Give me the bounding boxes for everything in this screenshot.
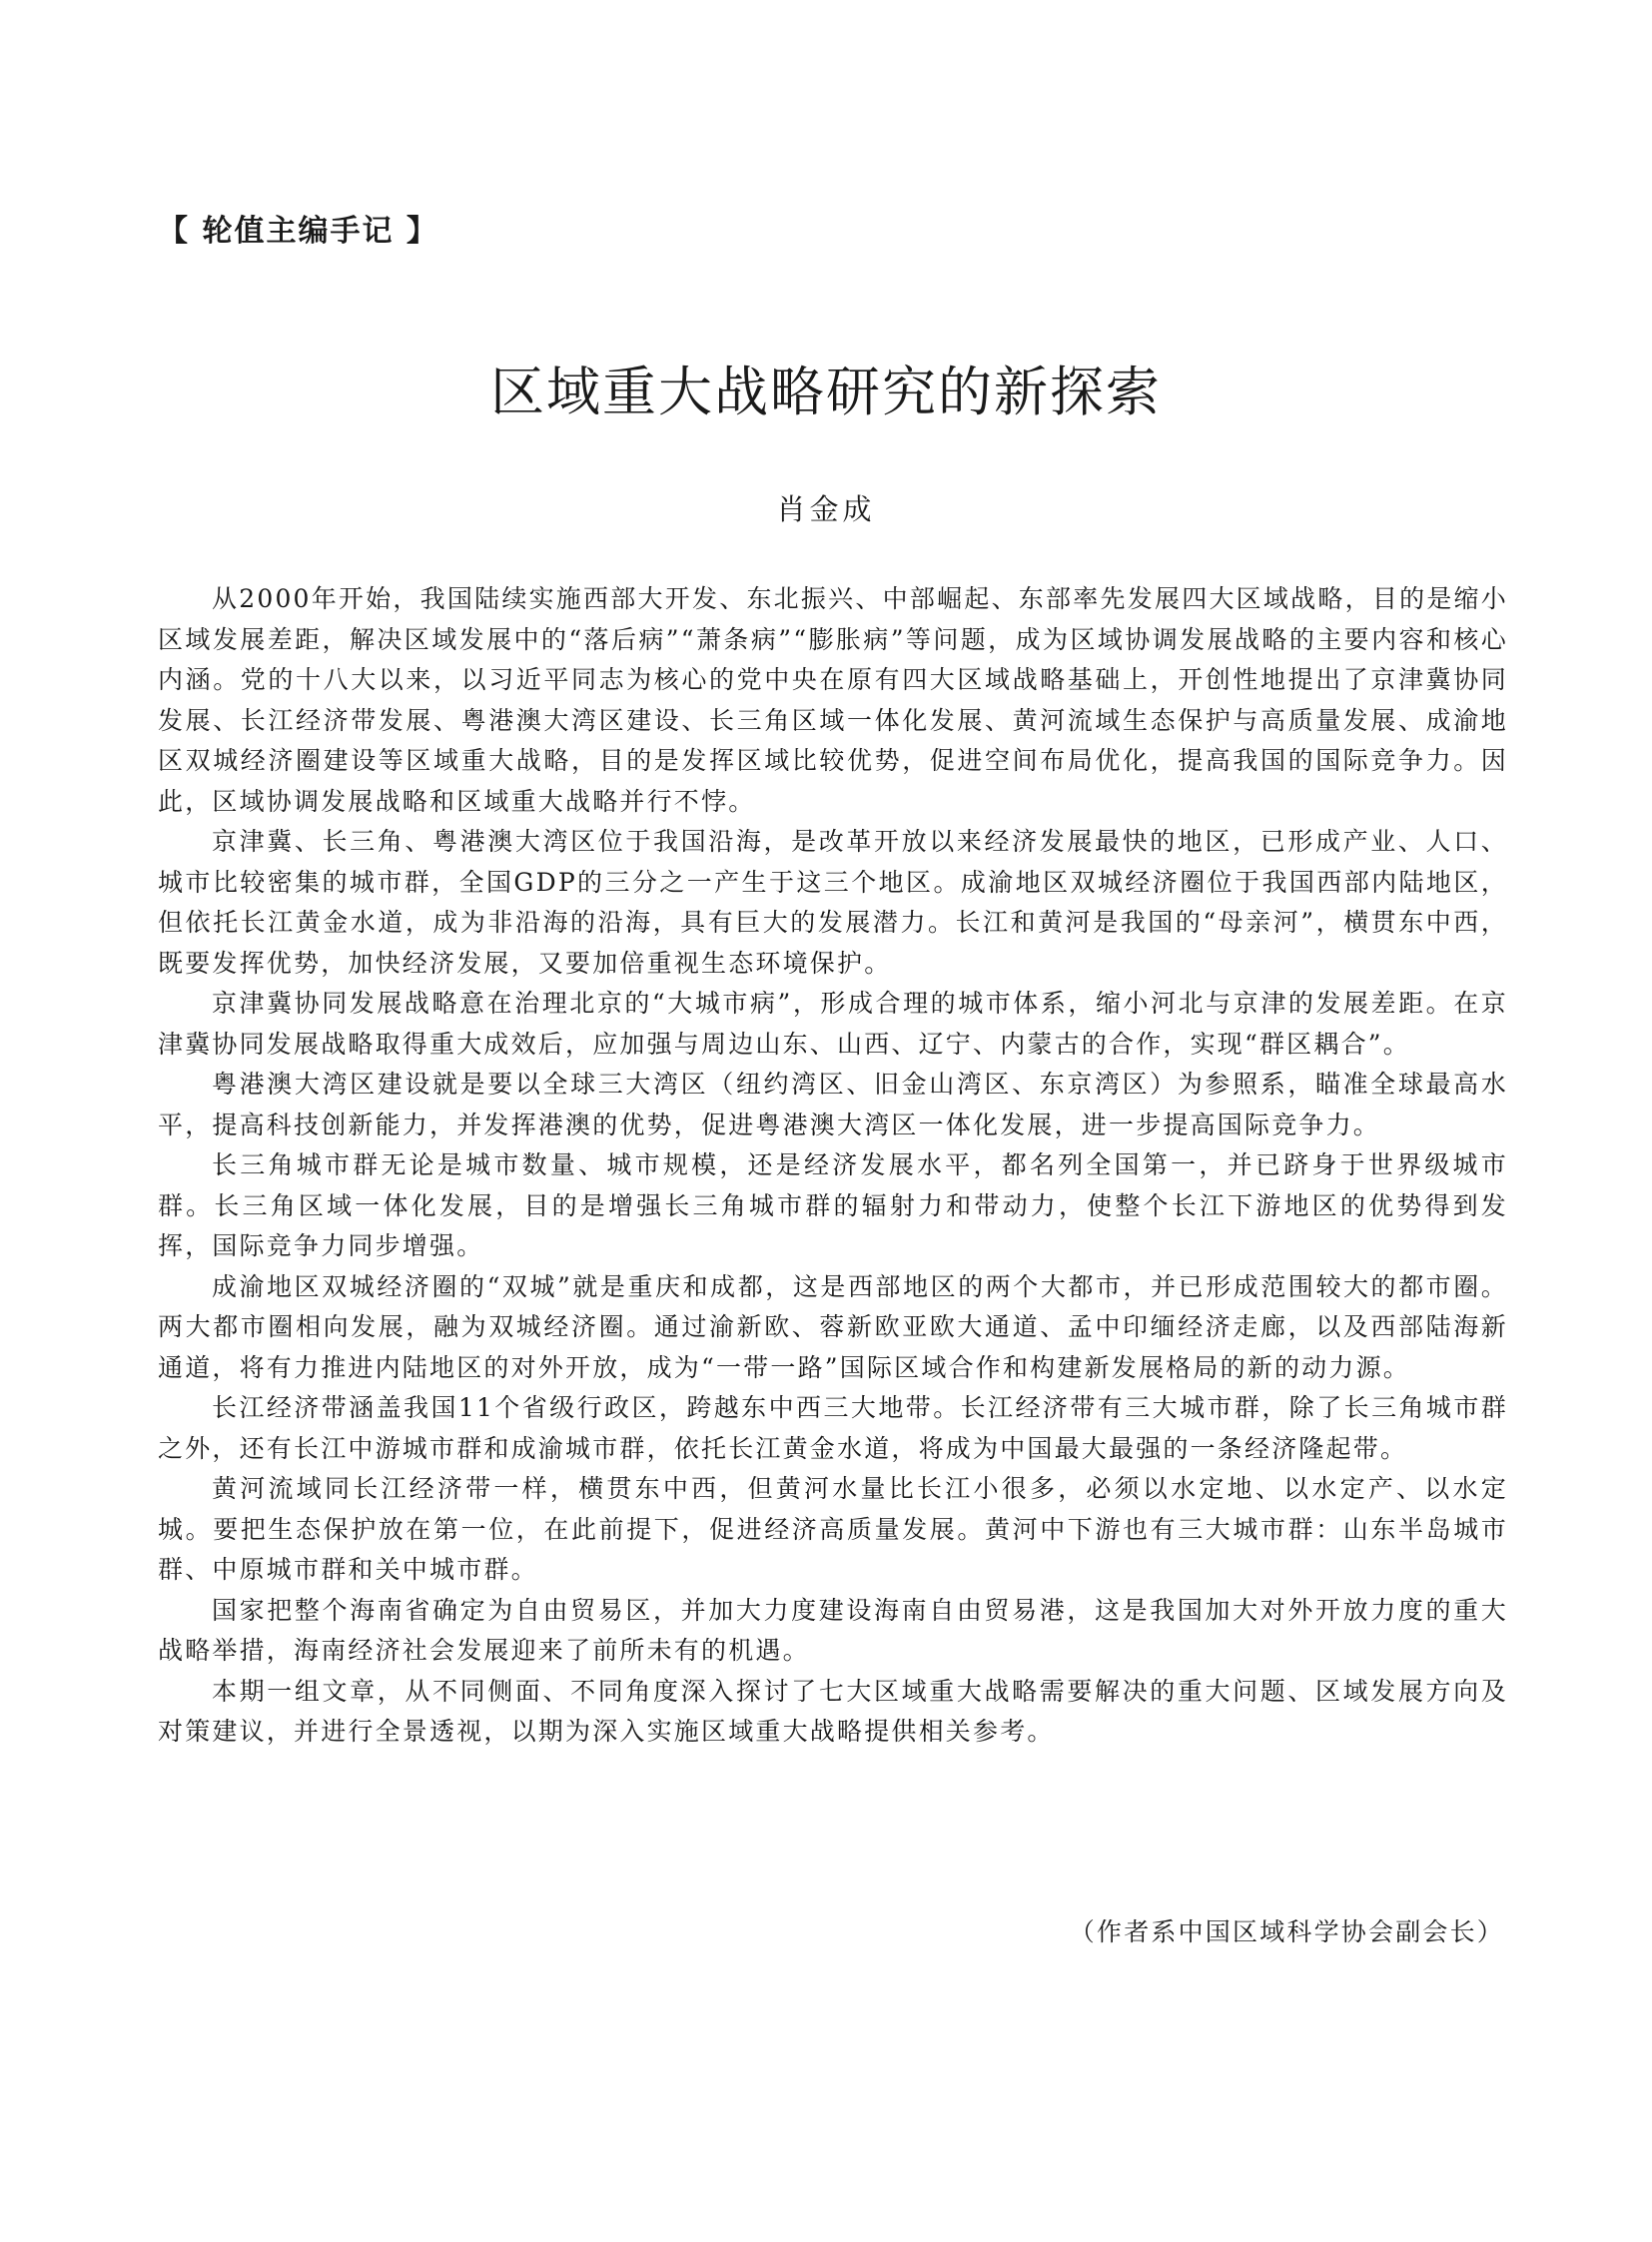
body-paragraph: 京津冀协同发展战略意在治理北京的“大城市病”，形成合理的城市体系，缩小河北与京津的发展差距。在京津冀协同发展战略取得重大成效后，应加强与周边山东、山西、辽宁、内蒙古的合作，实现“群区耦合”。 bbox=[158, 989, 1508, 1059]
article-body bbox=[158, 579, 1508, 1753]
body-paragraph: 国家把整个海南省确定为自由贸易区，并加大力度建设海南自由贸易港，这是我国加大对外开放力度的重大战略举措，海南经济社会发展迎来了前所未有的机遇。 bbox=[158, 1595, 1508, 1665]
body-paragraph: 从2000年开始，我国陆续实施西部大开发、东北振兴、中部崛起、东部率先发展四大区域战略，目的是缩小区域发展差距，解决区域发展中的“落后病”“萧条病”“膨胀病”等问题，成为区域协调发展战略的主要内容和核心内涵。党的十八大以来，以习近平同志为核心的党中央在原有四大区域战略基础上，开创性地提出了京津冀协同发展、长江经济带发展、粤港澳大湾区建设、长三角区域一体化发展、黄河流域生态保护与高质量发展、成渝地区双城经济圈建设等区域重大战略，目的是发挥区域比较优势，促进空间布局优化，提高我国的国际竞争力。因此，区域协调发展战略和区域重大战略并行不悖。 bbox=[158, 584, 1508, 816]
body-paragraph: 京津冀、长三角、粤港澳大湾区位于我国沿海，是改革开放以来经济发展最快的地区，已形成产业、人口、城市比较密集的城市群，全国GDP的三分之一产生于这三个地区。成渝地区双城经济圈位于我国西部内陆地区，但依托长江黄金水道，成为非沿海的沿海，具有巨大的发展潜力。长江和黄河是我国的“母亲河”，横贯东中西，既要发挥优势，加快经济发展，又要加倍重视生态环境保护。 bbox=[158, 827, 1508, 978]
body-paragraph: 成渝地区双城经济圈的“双城”就是重庆和成都，这是西部地区的两个大都市，并已形成范围较大的都市圈。两大都市圈相向发展，融为双城经济圈。通过渝新欧、蓉新欧亚欧大通道、孟中印缅经济走廊，以及西部陆海新通道，将有力推进内陆地区的对外开放，成为“一带一路”国际区域合作和构建新发展格局的新的动力源。 bbox=[158, 1271, 1508, 1382]
body-paragraph: 黄河流域同长江经济带一样，横贯东中西，但黄河水量比长江小很多，必须以水定地、以水定产、以水定城。要把生态保护放在第一位，在此前提下，促进经济高质量发展。黄河中下游也有三大城市群：山东半岛城市群、中原城市群和关中城市群。 bbox=[158, 1474, 1508, 1584]
column-label: 【 轮值主编手记 】 bbox=[158, 214, 438, 249]
author-name: 肖金成 bbox=[776, 492, 876, 526]
body-paragraph: 本期一组文章，从不同侧面、不同角度深入探讨了七大区域重大战略需要解决的重大问题、区域发展方向及对策建议，并进行全景透视，以期为深入实施区域重大战略提供相关参考。 bbox=[158, 1676, 1508, 1746]
body-paragraph: 长三角城市群无论是城市数量、城市规模，还是经济发展水平，都名列全国第一，并已跻身于世界级城市群。长三角区域一体化发展，目的是增强长三角城市群的辐射力和带动力，使整个长江下游地区的优势得到发挥，国际竞争力同步增强。 bbox=[158, 1150, 1508, 1260]
article-title: 区域重大战略研究的新探索 bbox=[490, 361, 1162, 423]
author-affiliation: （作者系中国区域科学协会副会长） bbox=[1069, 1917, 1504, 1946]
body-paragraph: 长江经济带涵盖我国11个省级行政区，跨越东中西三大地带。长江经济带有三大城市群，除了长三角城市群之外，还有长江中游城市群和成渝城市群，依托长江黄金水道，将成为中国最大最强的一条经济隆起带。 bbox=[158, 1393, 1508, 1463]
body-paragraph: 粤港澳大湾区建设就是要以全球三大湾区（纽约湾区、旧金山湾区、东京湾区）为参照系，瞄准全球最高水平，提高科技创新能力，并发挥港澳的优势，促进粤港澳大湾区一体化发展，进一步提高国际竞争力。 bbox=[158, 1070, 1508, 1139]
